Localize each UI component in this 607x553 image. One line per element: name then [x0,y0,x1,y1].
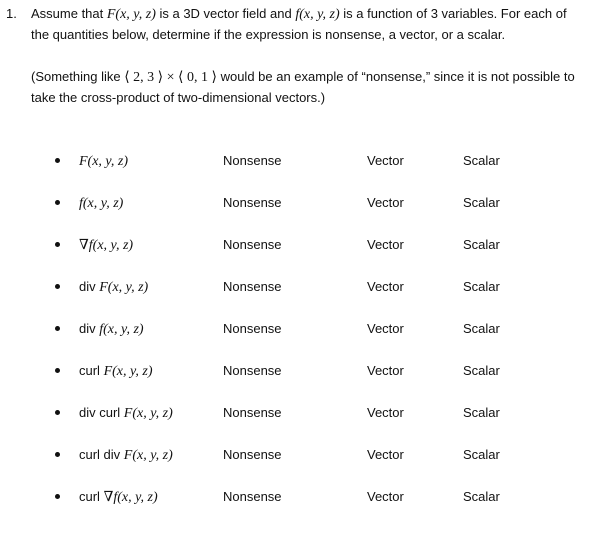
example-post: would be an example of “nonsense,” since it is not possible to [216,69,575,84]
option-vector[interactable]: Vector [367,195,404,210]
option-vector[interactable]: Vector [367,279,404,294]
option-scalar[interactable]: Scalar [463,363,500,378]
option-nonsense[interactable]: Nonsense [223,237,282,252]
option-nonsense[interactable]: Nonsense [223,447,282,462]
bullet-icon [55,200,60,205]
expression-math: f(x, y, z) [99,322,144,337]
expression-math: F(x, y, z) [103,364,153,379]
list-item [0,276,607,298]
bullet-icon [55,326,60,331]
option-scalar[interactable]: Scalar [463,321,500,336]
vector-field-symbol: F(x, y, z) [106,7,156,22]
list-item [0,444,607,466]
expression-math: ∇f(x, y, z) [79,238,134,253]
option-scalar[interactable]: Scalar [463,489,500,504]
list-item [0,150,607,172]
example-math: ⟨ 2, 3 ⟩ × ⟨ 0, 1 ⟩ [124,70,217,85]
example-line1 [31,67,575,88]
list-item [0,318,607,340]
question-text-line2: the quantities below, determine if the expression is nonsense, a vector, or a scalar. [31,27,506,42]
expression-math: f(x, y, z) [79,196,124,211]
option-vector[interactable]: Vector [367,489,404,504]
question-text-pre: Assume that [31,6,107,21]
expression [79,151,128,172]
expression-prefix: div [79,279,100,294]
question-text-post: is a function of 3 variables. For each of [339,6,567,21]
example-line2: take the cross-product of two-dimensional vectors.) [31,90,326,105]
option-nonsense[interactable]: Nonsense [223,489,282,504]
expression-math: F(x, y, z) [123,448,173,463]
expression [79,319,144,340]
bullet-icon [55,452,60,457]
expression-prefix: curl [79,363,104,378]
option-scalar[interactable]: Scalar [463,153,500,168]
list-item [0,360,607,382]
bullet-icon [55,158,60,163]
question-text-line1 [31,4,567,25]
bullet-icon [55,494,60,499]
option-vector[interactable]: Vector [367,321,404,336]
expression [79,487,158,508]
option-nonsense[interactable]: Nonsense [223,363,282,378]
list-item [0,192,607,214]
bullet-icon [55,284,60,289]
option-scalar[interactable]: Scalar [463,279,500,294]
expression-math: F(x, y, z) [123,406,173,421]
expression [79,193,123,214]
bullet-icon [55,242,60,247]
expression [79,403,173,424]
option-vector[interactable]: Vector [367,363,404,378]
expression-math: F(x, y, z) [79,154,128,169]
expression-prefix: curl div [79,447,124,462]
option-scalar[interactable]: Scalar [463,237,500,252]
expression [79,445,173,466]
expression-math: ∇f(x, y, z) [103,490,158,505]
expression [79,235,133,256]
expression-prefix: div [79,321,100,336]
expression [79,277,148,298]
expression-math: F(x, y, z) [99,280,149,295]
expression-prefix: div curl [79,405,124,420]
list-item [0,402,607,424]
option-scalar[interactable]: Scalar [463,447,500,462]
bullet-icon [55,410,60,415]
function-symbol: f(x, y, z) [295,7,340,22]
list-item [0,234,607,256]
option-nonsense[interactable]: Nonsense [223,153,282,168]
example-pre: (Something like [31,69,125,84]
expression-prefix: curl [79,489,104,504]
list-item [0,486,607,508]
option-vector[interactable]: Vector [367,153,404,168]
question-number: 1. [6,6,17,21]
option-nonsense[interactable]: Nonsense [223,279,282,294]
question-text-mid: is a 3D vector field and [155,6,296,21]
option-vector[interactable]: Vector [367,237,404,252]
option-nonsense[interactable]: Nonsense [223,321,282,336]
option-nonsense[interactable]: Nonsense [223,195,282,210]
option-scalar[interactable]: Scalar [463,405,500,420]
option-vector[interactable]: Vector [367,447,404,462]
bullet-icon [55,368,60,373]
option-vector[interactable]: Vector [367,405,404,420]
option-scalar[interactable]: Scalar [463,195,500,210]
expression [79,361,153,382]
option-nonsense[interactable]: Nonsense [223,405,282,420]
